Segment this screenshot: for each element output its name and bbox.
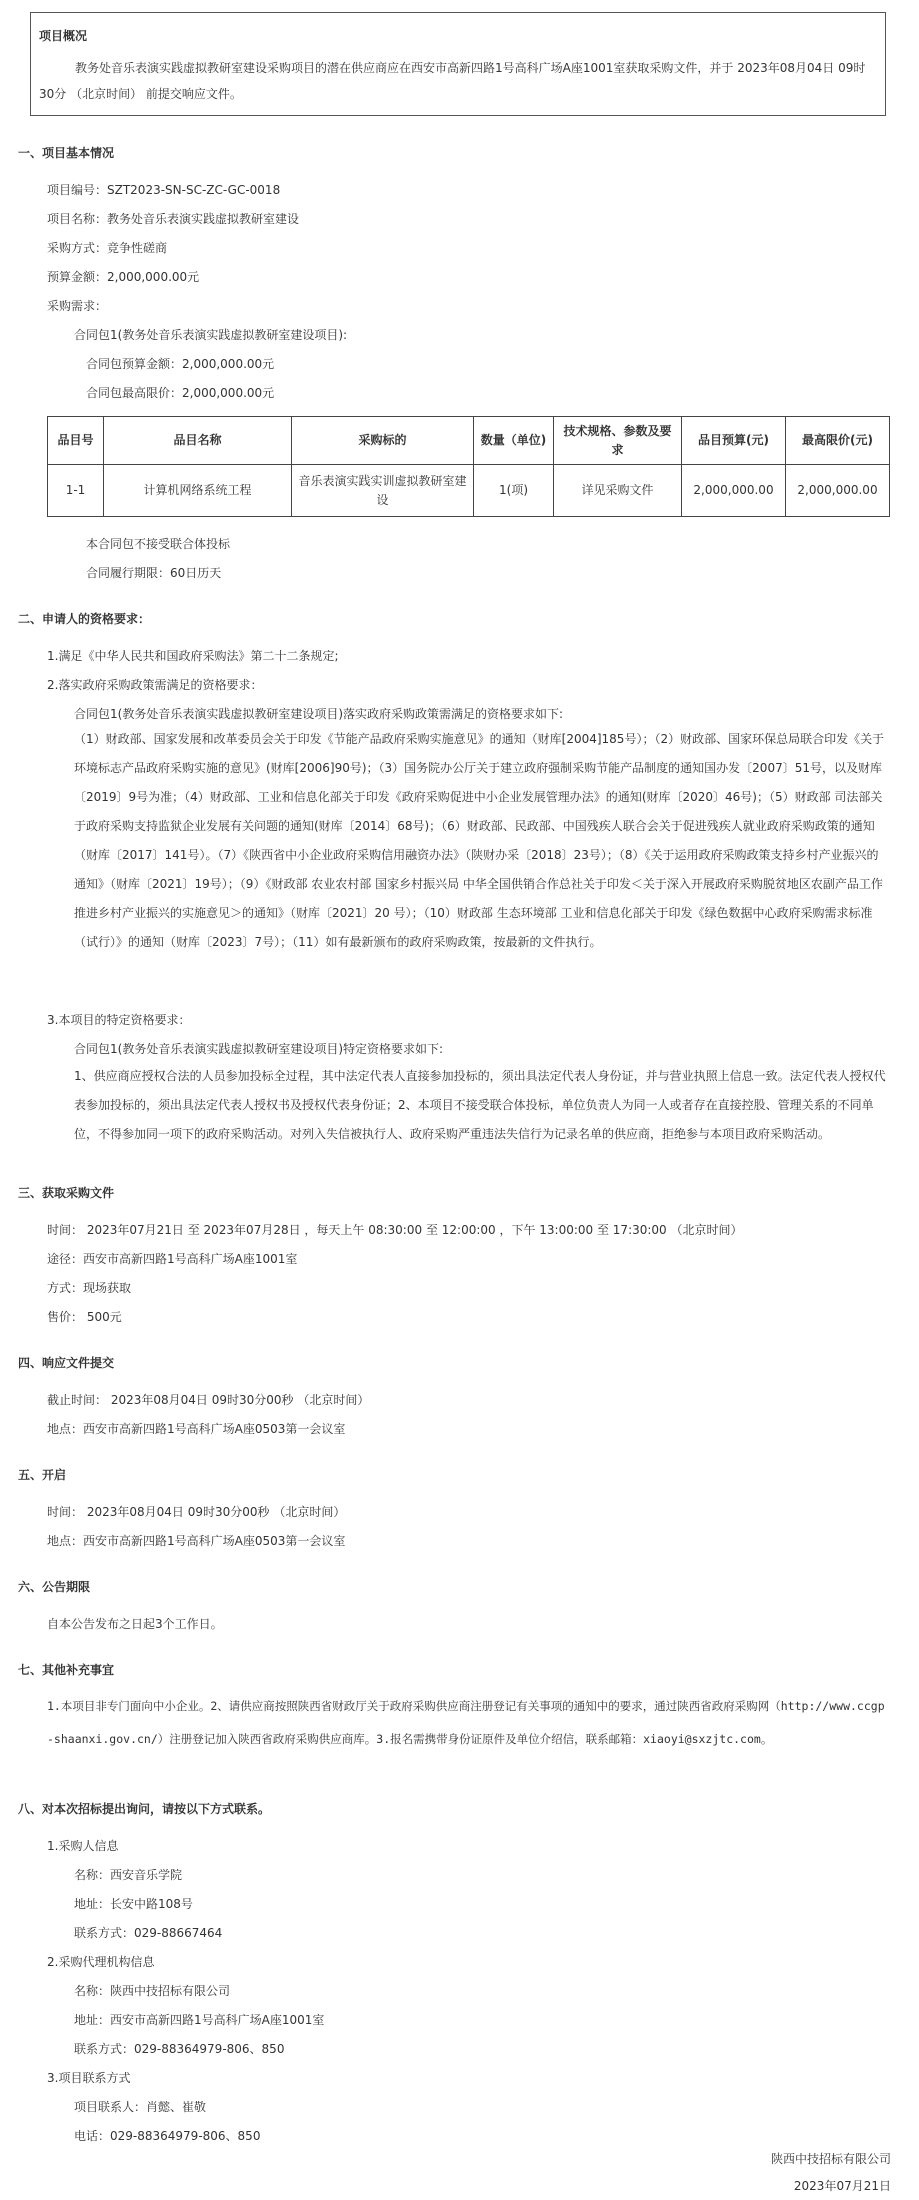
project-number: 项目编号：SZT2023-SN-SC-ZC-GC-0018 [47, 183, 281, 197]
table-header-row [48, 417, 890, 465]
requirement-3: 3.本项目的特定资格要求： [47, 1013, 191, 1027]
table-row [48, 465, 890, 517]
announcement-period: 自本公告发布之日起3个工作日。 [47, 1617, 223, 1631]
procurement-method: 采购方式：竞争性磋商 [47, 241, 168, 255]
procurement-needs-label: 采购需求： [47, 299, 108, 313]
obtain-place: 途径：西安市高新四路1号高科广场A座1001室 [47, 1252, 298, 1266]
project-contact-person: 项目联系人：肖懿、崔敬 [74, 2100, 207, 2114]
package-max-price: 合同包最高限价：2,000,000.00元 [86, 386, 275, 400]
purchaser-phone: 联系方式：029-88667464 [74, 1926, 223, 1940]
table-cell: 2,000,000.00 [786, 465, 890, 517]
footer-date: 2023年07月21日 [793, 2179, 891, 2193]
overview-box [30, 12, 886, 116]
purchaser-info-title: 1.采购人信息 [47, 1839, 119, 1853]
section-3-heading: 三、获取采购文件 [18, 1186, 115, 1200]
table-cell: 1(项) [474, 465, 554, 517]
footer-company: 陕西中技招标有限公司 [770, 2152, 891, 2166]
obtain-time: 时间： 2023年07月21日 至 2023年07月28日 ，每天上午 08:30:00 至 12:00:00 ，下午 13:00:00 至 17:30:00 （北京时间） [47, 1223, 743, 1237]
table-header-cell: 品目预算(元) [682, 417, 786, 465]
agency-name: 名称：陕西中技招标有限公司 [74, 1984, 231, 1998]
overview-text: 教务处音乐表演实践虚拟教研室建设采购项目的潜在供应商应在西安市高新四路1号高科广场A座1001室获取采购文件，并于 2023年08月04日 09时30分 （北京时间） 前提交响应文件。 [39, 61, 866, 101]
items-table [47, 416, 890, 517]
submission-place: 地点：西安市高新四路1号高科广场A座0503第一会议室 [47, 1422, 346, 1436]
project-name: 项目名称：教务处音乐表演实践虚拟教研室建设 [47, 212, 300, 226]
section-7-heading: 七、其他补充事宜 [18, 1663, 115, 1677]
table-cell: 音乐表演实践实训虚拟教研室建设 [292, 465, 474, 517]
table-header-cell: 技术规格、参数及要求 [554, 417, 682, 465]
policy-requirement-text: （1）财政部、国家发展和改革委员会关于印发《节能产品政府采购实施意见》的通知（财库[2004]185号）；（2）财政部、国家环保总局联合印发《关于环境标志产品政府采购实施的意见》(财库[2006]90号)；（3）国务院办公厅关于建立政府强制采购节能产品制度的通知国办发〔2007〕51号，以及财库〔2019〕9号为准；（4）财政部、工业和信息化部关于印发《政府采购促进中小企业发展管理办法》的通知(财库〔2020〕46号)；（5）财政部 司法部关于政府采购支持监狱企业发展有关问题的通知(财库〔2014〕68号)；（6）财政部、民政部、中国残疾人联合会关于促进残疾人就业政府采购政策的通知（财库〔2017〕141号）。（7）《陕西省中小企业政府采购信用融资办法》（陕财办采〔2018〕23号）；（8）《关于运用政府采购政策支持乡村产业振兴的通知》（财库〔2021〕19号）；（9）《财政部 农业农村部 国家乡村振兴局 中华全国供销合作总社关于印发＜关于深入开展政府采购脱贫地区农副产品工作推进乡村产业振兴的实施意见＞的通知》（财库〔2021〕20 号）；（10）财政部 生态环境部 工业和信息化部关于印发《绿色数据中心政府采购需求标准（试行）》的通知（财库〔2023〕7号）；（11）如有最新颁布的政府采购政策，按最新的文件执行。 [74, 732, 885, 949]
table-cell: 1-1 [48, 465, 104, 517]
opening-time: 时间： 2023年08月04日 09时30分00秒 （北京时间） [47, 1505, 346, 1519]
supplementary-text: 1.本项目非专门面向中小企业。2、请供应商按照陕西省财政厅关于政府采购供应商注册登记有关事项的通知中的要求，通过陕西省政府采购网（http://www.ccgp-shaanxi.gov.cn/）注册登记加入陕西省政府采购供应商库。3.报名需携带身份证原件及单位介绍信，联系邮箱：xiaoyi@sxzjtc.com。 [47, 1699, 885, 1746]
specific-requirement-text: 1、供应商应授权合法的人员参加投标全过程，其中法定代表人直接参加投标的，须出具法定代表人身份证，并与营业执照上信息一致。法定代表人授权代表参加投标的，须出具法定代表人授权书及授权代表身份证；2、本项目不接受联合体投标，单位负责人为同一人或者存在直接控股、管理关系的不同单位，不得参加同一项下的政府采购活动。对列入失信被执行人、政府采购严重违法失信行为记录名单的供应商，拒绝参与本项目政府采购活动。 [74, 1069, 886, 1141]
agency-address: 地址：西安市高新四路1号高科广场A座1001室 [74, 2013, 325, 2027]
purchaser-address: 地址：长安中路108号 [74, 1897, 193, 1911]
specific-requirement-intro: 合同包1(教务处音乐表演实践虚拟教研室建设项目)特定资格要求如下: [74, 1042, 444, 1056]
section-5-heading: 五、开启 [18, 1468, 67, 1482]
submission-deadline: 截止时间： 2023年08月04日 09时30分00秒 （北京时间） [47, 1393, 370, 1407]
agency-info-title: 2.采购代理机构信息 [47, 1955, 155, 1969]
project-contact-title: 3.项目联系方式 [47, 2071, 131, 2085]
requirement-1: 1.满足《中华人民共和国政府采购法》第二十二条规定; [47, 649, 339, 663]
table-cell: 详见采购文件 [554, 465, 682, 517]
package-budget: 合同包预算金额：2,000,000.00元 [86, 357, 275, 371]
obtain-way: 方式：现场获取 [47, 1281, 132, 1295]
agency-phone: 联系方式：029-88364979-806、850 [74, 2042, 285, 2056]
table-header-cell: 采购标的 [292, 417, 474, 465]
table-header-cell: 最高限价(元) [786, 417, 890, 465]
section-4-heading: 四、响应文件提交 [18, 1356, 115, 1370]
section-8-heading: 八、对本次招标提出询问，请按以下方式联系。 [18, 1802, 271, 1816]
policy-requirement-intro: 合同包1(教务处音乐表演实践虚拟教研室建设项目)落实政府采购政策需满足的资格要求如下: [74, 707, 564, 721]
no-consortium-note: 本合同包不接受联合体投标 [86, 537, 231, 551]
section-1-heading: 一、项目基本情况 [18, 146, 115, 160]
table-cell: 计算机网络系统工程 [104, 465, 292, 517]
purchaser-name: 名称：西安音乐学院 [74, 1868, 183, 1882]
contract-period: 合同履行期限：60日历天 [86, 566, 222, 580]
section-6-heading: 六、公告期限 [18, 1580, 91, 1594]
overview-title: 项目概况 [39, 29, 88, 43]
budget-amount: 预算金额：2,000,000.00元 [47, 270, 200, 284]
project-contact-phone: 电话：029-88364979-806、850 [74, 2129, 261, 2143]
package-title: 合同包1(教务处音乐表演实践虚拟教研室建设项目): [74, 328, 348, 342]
document-price: 售价： 500元 [47, 1310, 122, 1324]
table-header-cell: 品目名称 [104, 417, 292, 465]
opening-place: 地点：西安市高新四路1号高科广场A座0503第一会议室 [47, 1534, 346, 1548]
requirement-2: 2.落实政府采购政策需满足的资格要求： [47, 678, 263, 692]
section-2-heading: 二、申请人的资格要求： [18, 612, 151, 626]
table-header-cell: 品目号 [48, 417, 104, 465]
table-header-cell: 数量（单位) [474, 417, 554, 465]
table-cell: 2,000,000.00 [682, 465, 786, 517]
